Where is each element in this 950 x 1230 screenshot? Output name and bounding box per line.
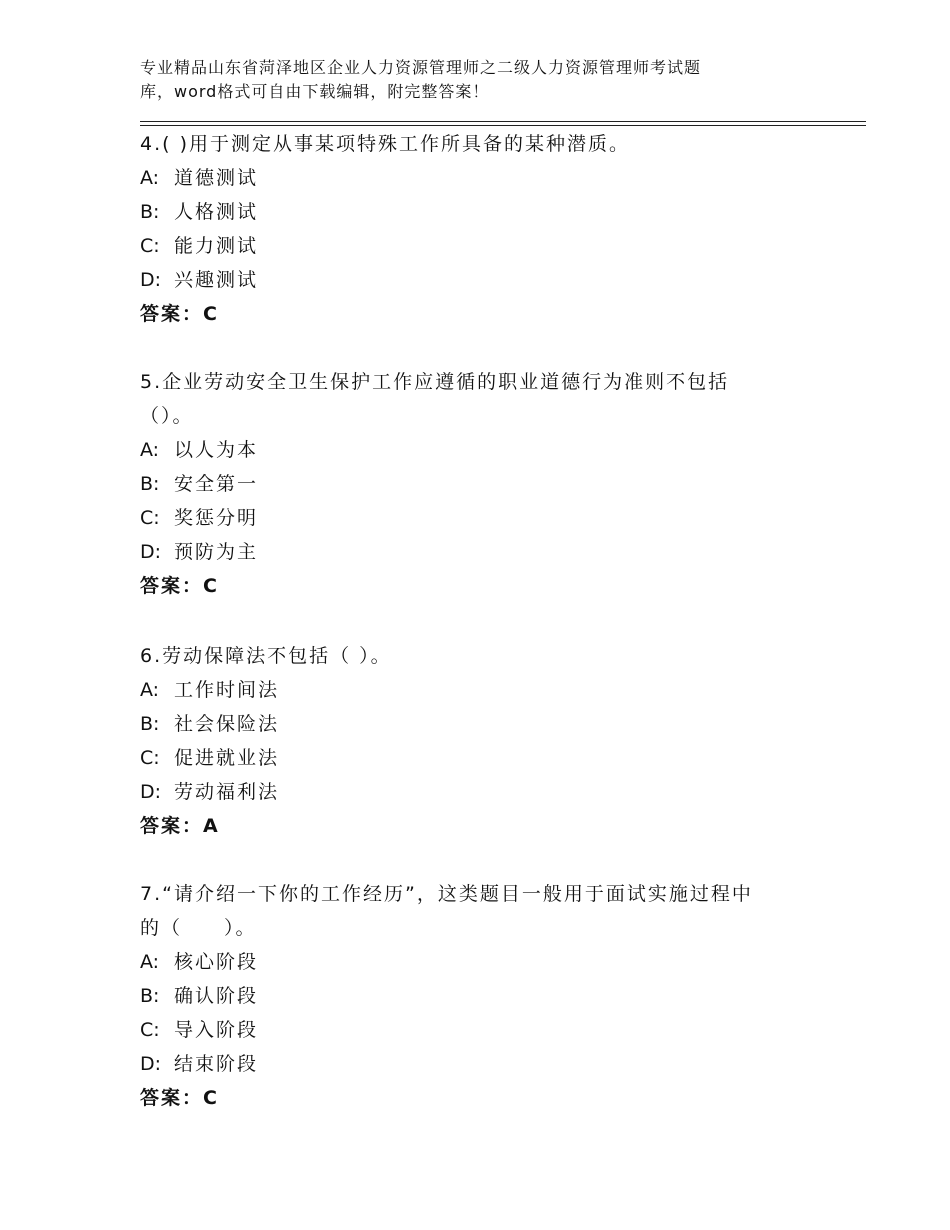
question-5 — [140, 365, 800, 603]
option-letter: A: — [140, 167, 160, 189]
option-text: 兴趣测试 — [174, 269, 259, 291]
option-a — [140, 433, 800, 467]
option-letter: A: — [140, 951, 160, 973]
option-text: 促进就业法 — [174, 747, 280, 769]
option-letter: A: — [140, 679, 160, 701]
option-a — [140, 161, 800, 195]
option-c — [140, 501, 800, 535]
option-d — [140, 263, 800, 297]
answer: 答案：C — [140, 303, 219, 325]
option-d — [140, 535, 800, 569]
option-letter: C: — [140, 235, 160, 257]
option-b — [140, 195, 800, 229]
option-c — [140, 1013, 800, 1047]
option-letter: A: — [140, 439, 160, 461]
header-title-line-1: 专业精品山东省菏泽地区企业人力资源管理师之二级人力资源管理师考试题 — [140, 58, 702, 77]
header-divider — [140, 121, 866, 126]
question-stem-continued: （）。 — [140, 405, 194, 427]
option-text: 预防为主 — [174, 541, 259, 563]
option-text: 能力测试 — [174, 235, 259, 257]
option-letter: D: — [140, 269, 162, 291]
option-letter: B: — [140, 985, 160, 1007]
answer: 答案：C — [140, 1087, 219, 1109]
option-letter: C: — [140, 1019, 160, 1041]
question-stem: 4.( )用于测定从事某项特殊工作所具备的某种潜质。 — [140, 133, 630, 155]
option-c — [140, 741, 800, 775]
question-7 — [140, 877, 800, 1115]
document-header — [140, 56, 780, 104]
option-text: 工作时间法 — [174, 679, 280, 701]
option-text: 道德测试 — [174, 167, 259, 189]
option-d — [140, 775, 800, 809]
option-letter: C: — [140, 507, 160, 529]
option-b — [140, 467, 800, 501]
option-letter: D: — [140, 541, 162, 563]
option-text: 导入阶段 — [174, 1019, 259, 1041]
answer: 答案：C — [140, 575, 219, 597]
question-stem: 5.企业劳动安全卫生保护工作应遵循的职业道德行为准则不包括 — [140, 371, 730, 393]
option-d — [140, 1047, 800, 1081]
option-text: 以人为本 — [174, 439, 259, 461]
option-letter: D: — [140, 781, 162, 803]
option-text: 确认阶段 — [174, 985, 259, 1007]
answer: 答案：A — [140, 815, 220, 837]
option-b — [140, 707, 800, 741]
option-c — [140, 229, 800, 263]
option-text: 社会保险法 — [174, 713, 280, 735]
option-b — [140, 979, 800, 1013]
option-letter: B: — [140, 473, 160, 495]
option-text: 劳动福利法 — [174, 781, 280, 803]
option-text: 核心阶段 — [174, 951, 259, 973]
option-text: 人格测试 — [174, 201, 259, 223]
option-text: 安全第一 — [174, 473, 259, 495]
option-letter: C: — [140, 747, 160, 769]
option-a — [140, 673, 800, 707]
question-stem: 7.“请介绍一下你的工作经历”，这类题目一般用于面试实施过程中 — [140, 883, 753, 905]
question-6 — [140, 639, 800, 843]
option-letter: B: — [140, 713, 160, 735]
question-stem-continued: 的（ ）。 — [140, 917, 257, 939]
question-4 — [140, 127, 800, 331]
option-a — [140, 945, 800, 979]
header-title-line-2: 库，word格式可自由下载编辑，附完整答案！ — [140, 82, 490, 101]
option-letter: B: — [140, 201, 160, 223]
option-letter: D: — [140, 1053, 162, 1075]
option-text: 结束阶段 — [174, 1053, 259, 1075]
option-text: 奖惩分明 — [174, 507, 259, 529]
question-stem: 6.劳动保障法不包括（ ）。 — [140, 645, 392, 667]
